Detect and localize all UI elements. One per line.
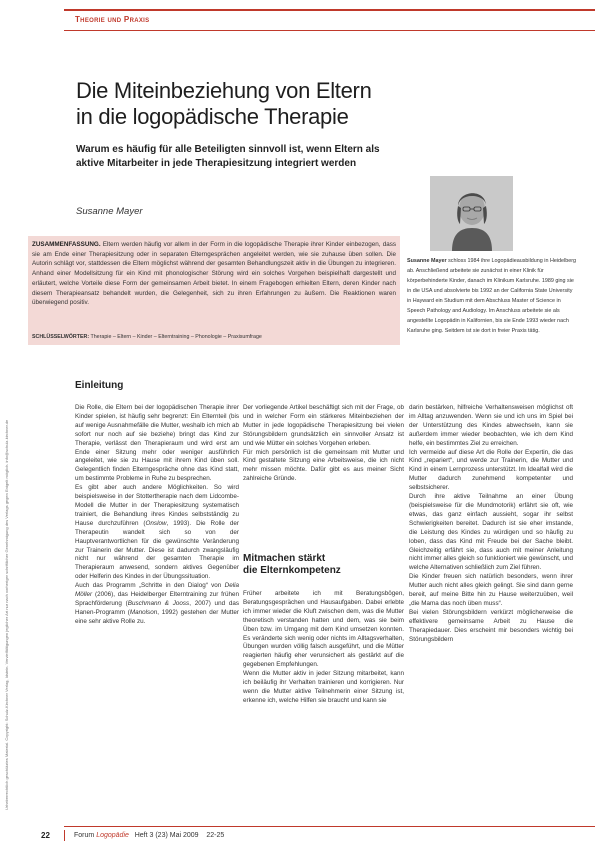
footer-rule — [64, 826, 595, 827]
heading-mitmachen-line2: die Elternkompetenz — [243, 565, 341, 576]
keywords-label: SCHLÜSSELWÖRTER: — [32, 334, 90, 340]
col2-paragraph-1: Der vorliegende Artikel beschäftigt sich mit der Frage, ob und in welcher Form ein stärkeres Miteinbeziehen der Mutter in jede logopädische Therapiesitzung bei vielen Störungsbildern grundsätzlich ein sinnvoller Ansatz ist und wie Mütter ein solches Vorgehen erleben. — [243, 404, 404, 447]
section-label-text: Theorie und Praxis — [75, 15, 150, 24]
col3-paragraph-1: darin bestärken, hilfreiche Verhaltensweisen möglichst oft im Alltag anzuwenden. Wenn sie und ich uns im Spiel bei der Unterstützung des Kindes abwechseln, kann sie außerdem immer wieder beobachten, wie ich dem Kind helfe, ein bestimmtes Ziel zu erreichen. — [409, 404, 573, 447]
author-bio — [407, 256, 577, 336]
col3-paragraph-3: Durch ihre aktive Teilnahme an einer Übung (beispielsweise für die Mundmotorik) erfährt sie oft, wie etwas, das ganz einfach aussieht, sogar ihr selbst Schwierigkeiten bereitet. Dadurch ist sie eher imstande, die Leistung des Kindes zu würdigen und so häufig zu loben, dass das Kind mit Freude bei der Sache bleibt. Gleichzeitig erfährt sie, dass auch mit meiner Anleitung nicht immer alles gleich so funktioniert wie gewünscht, und welche Alternativen schließlich zum Ziel führen. — [409, 493, 573, 572]
abstract-lead: ZUSAMMENFASSUNG. — [32, 241, 101, 248]
page-number: 22 — [41, 831, 50, 840]
section-label — [75, 15, 149, 24]
article-title-line2: in die logopädische Therapie — [76, 104, 349, 129]
article-title-line1: Die Miteinbeziehung von Eltern — [76, 78, 372, 103]
author-bio-name: Susanne Mayer — [407, 258, 447, 264]
heading-mitmachen-line1: Mitmachen stärkt — [243, 553, 326, 564]
abstract — [32, 240, 396, 308]
copyright-side-note — [4, 120, 14, 810]
author-photo — [430, 176, 513, 251]
citation-manolson: Manolson — [129, 608, 158, 616]
keywords — [32, 334, 398, 341]
col1-paragraph-3: Auch das Programm „Schritte in den Dialog“ von Delia Möller (2006), das Heidelberger Elterntraining zur frühen Sprachförderung (Buschmann & Jooss, 2007) und das Hanen-Programm (Manolson, 1992) gestehen der Mutter eine sehr aktive Rolle zu. — [75, 582, 239, 625]
author-portrait-image — [430, 176, 513, 251]
footer-divider — [64, 830, 65, 841]
footer-pages: 22-25 — [206, 832, 225, 839]
article-author: Susanne Mayer — [76, 206, 143, 217]
keywords-text: Therapie – Eltern – Kinder – Elterntraining – Phonologie – Praxisumfrage — [90, 334, 262, 340]
text-column-1 — [75, 404, 239, 627]
article-subtitle: Warum es häufig für alle Beteiligten sinnvoll ist, wenn Eltern als aktive Mitarbeiter in jede Therapiesitzung integriert werden — [76, 144, 380, 169]
footer-citation — [74, 832, 224, 839]
header-section-rule — [64, 30, 595, 31]
text-column-3 — [409, 404, 573, 644]
citation-moeller: Delia Möller — [75, 582, 239, 599]
text-column-2-continued — [243, 590, 404, 706]
footer-issue: Heft 3 (23) Mai 2009 — [134, 832, 199, 839]
footer-journal: Logopädie — [96, 832, 129, 839]
col3-paragraph-4: Die Kinder freuen sich natürlich besonders, wenn ihrer Mutter auch nicht alles gleich gelingt. Sie sind dann gerne bereit, auf meine Bitte hin zu Hause weiterzuüben, weil „die Mama das noch üben muss“. — [409, 573, 573, 607]
col2-paragraph-2: Für mich persönlich ist die gemeinsam mit Mutter und Kind gestaltete Sitzung eine Arbeitsweise, die ich nicht mehr missen möchte. Dafür gibt es aus meiner Sicht zahlreiche Gründe. — [243, 448, 404, 483]
col1-paragraph-1: Die Rolle, die Eltern bei der logopädischen Therapie ihrer Kinder spielen, ist häufig sehr begrenzt: Ein Elternteil (bis auf wenige Ausnahmefälle die Mutter, weshalb ich mich ab sofort nur noch auf sie beziehe) bringt das Kind zur Therapie, verlässt den Therapieraum und wird erst am Ende einer Sitzung mehr oder weniger ausführlich angeleitet, wie sie zu Hause mit ihrem Kind üben soll. Gelegentlich finden Elterngespräche ohne das Kind statt, um bestimmte Probleme in Ruhe zu besprechen. — [75, 404, 239, 483]
citation-buschmann: Buschmann & Jooss — [127, 599, 190, 607]
article-title — [76, 78, 436, 130]
abstract-text: Eltern werden häufig vor allem in der Form in die logopädische Therapie ihrer Kinder einbezogen, dass sie am Ende einer Therapiesitzung oder in separaten Elterngesprächen angeleitet werden, wie sie zuhause üben sollen. Die Autorin schlägt vor, stattdessen die Eltern möglichst während der gesamten Behandlungszeit aktiv in die Übungen zu integrieren. Anhand einer Modellsitzung für ein Kind mit phonologischer Störung wird ein solches Vorgehen beispielhaft dargestellt und erläutert, welche Vorteile diese Form der gemeinsamen Arbeit bietet. In einem Fragebogen erhielten Eltern, deren Kinder nach diesem Therapieansatz behandelt wurden, die Gelegenheit, sich zu ihren Erfahrungen zu äußern. Die Reaktionen waren überwiegend positiv. — [32, 241, 397, 307]
text-column-2 — [243, 404, 404, 484]
col2-paragraph-4: Wenn die Mutter aktiv in jeder Sitzung mitarbeitet, kann ich beiläufig ihr Verhalten trainieren und korrigieren. Nur wenn die Mutter aktive Teilnehmerin einer Sitzung ist, erkenne ich, welche Hilfen sie braucht und kann sie — [243, 670, 404, 704]
col1-paragraph-2: Es gibt aber auch andere Möglichkeiten. So wird beispielsweise in der Stottertherapie nach dem Lidcombe-Modell die Mutter in der Therapiesitzung systematisch trainiert, die Behandlung ihres Kindes selbstständig zu Hause durchzuführen (Onslow, 1993). Die Rolle der Therapeutin wandelt sich so von der Hauptverantwortlichen für die gewünschte Veränderung zur Trainerin der Mutter. Diese ist dadurch zwangsläufig nicht nur während der gesamten Therapie im Therapieraum anwesend, sondern aktives Gegenüber oder Helferin des Kindes in der Übungssituation. — [75, 484, 239, 581]
col3-paragraph-2: Ich vermeide auf diese Art die Rolle der Expertin, die das Kind „repariert“, und werde zur Trainerin, die Mutter und Kind in einem Lernprozess unterstützt. Im Idealfall wird die Mutter dadurch zunehmend kompetenter und selbstsicherer. — [409, 448, 573, 492]
col2-paragraph-3: Früher arbeitete ich mit Beratungsbögen, Beratungsgesprächen und Hausaufgaben. Dabei erlebte ich immer wieder die Kluft zwischen dem, was die Mutter theoretisch verstanden hatten und dem, was sie beim Üben bzw. im Umgang mit dem Kind umsetzen konnten. Es veränderte sich wenig oder nichts im Alltagsverhalten, Übungen wurden völlig falsch ausgeführt, und die Mütter reagierten häufig eher verunsichert als gestärkt auf die gegebenen Empfehlungen. — [243, 590, 404, 669]
author-bio-text: schloss 1984 ihre Logopädieausbildung in Heidelberg ab. Anschließend arbeitete sie zunächst in einer Klinik für körperbehinderte Kinder, danach im Klinikum Karlsruhe. 1989 ging sie in die USA und absolvierte bis 1992 an der California State University in Hayward ein Studium mit dem Abschluss Master of Science in Speech Pathology and Audiology. Im Anschluss arbeitete sie als angestellte Logopädin in Kalifornien, bis sie Ende 1993 wieder nach Karlsruhe ging. Seitdem ist sie dort in freier Praxis tätig. — [407, 258, 577, 334]
copyright-text: Urheberrechtlich geschütztes Material. Copyright: Schulz-Kirchner Verlag, Idstein. Vervielfältigungen jeglicher Art nur nach vorheriger schriftlicher Genehmigung des Verlags gegen Entgelt möglich. info@schulz-kirchner.de — [4, 419, 9, 810]
col3-paragraph-5: Bei vielen Störungsbildern verkürzt möglicherweise die effektivere gemeinsame Arbeit zu Hause die Therapiedauer. Dies erscheint mir besonders wichtig bei Störungsbildern — [409, 608, 573, 643]
heading-mitmachen — [243, 553, 341, 577]
citation-onslow: Onslow — [145, 519, 167, 527]
header-top-rule — [64, 9, 595, 11]
heading-einleitung: Einleitung — [75, 380, 124, 391]
footer-forum: Forum — [74, 832, 95, 839]
